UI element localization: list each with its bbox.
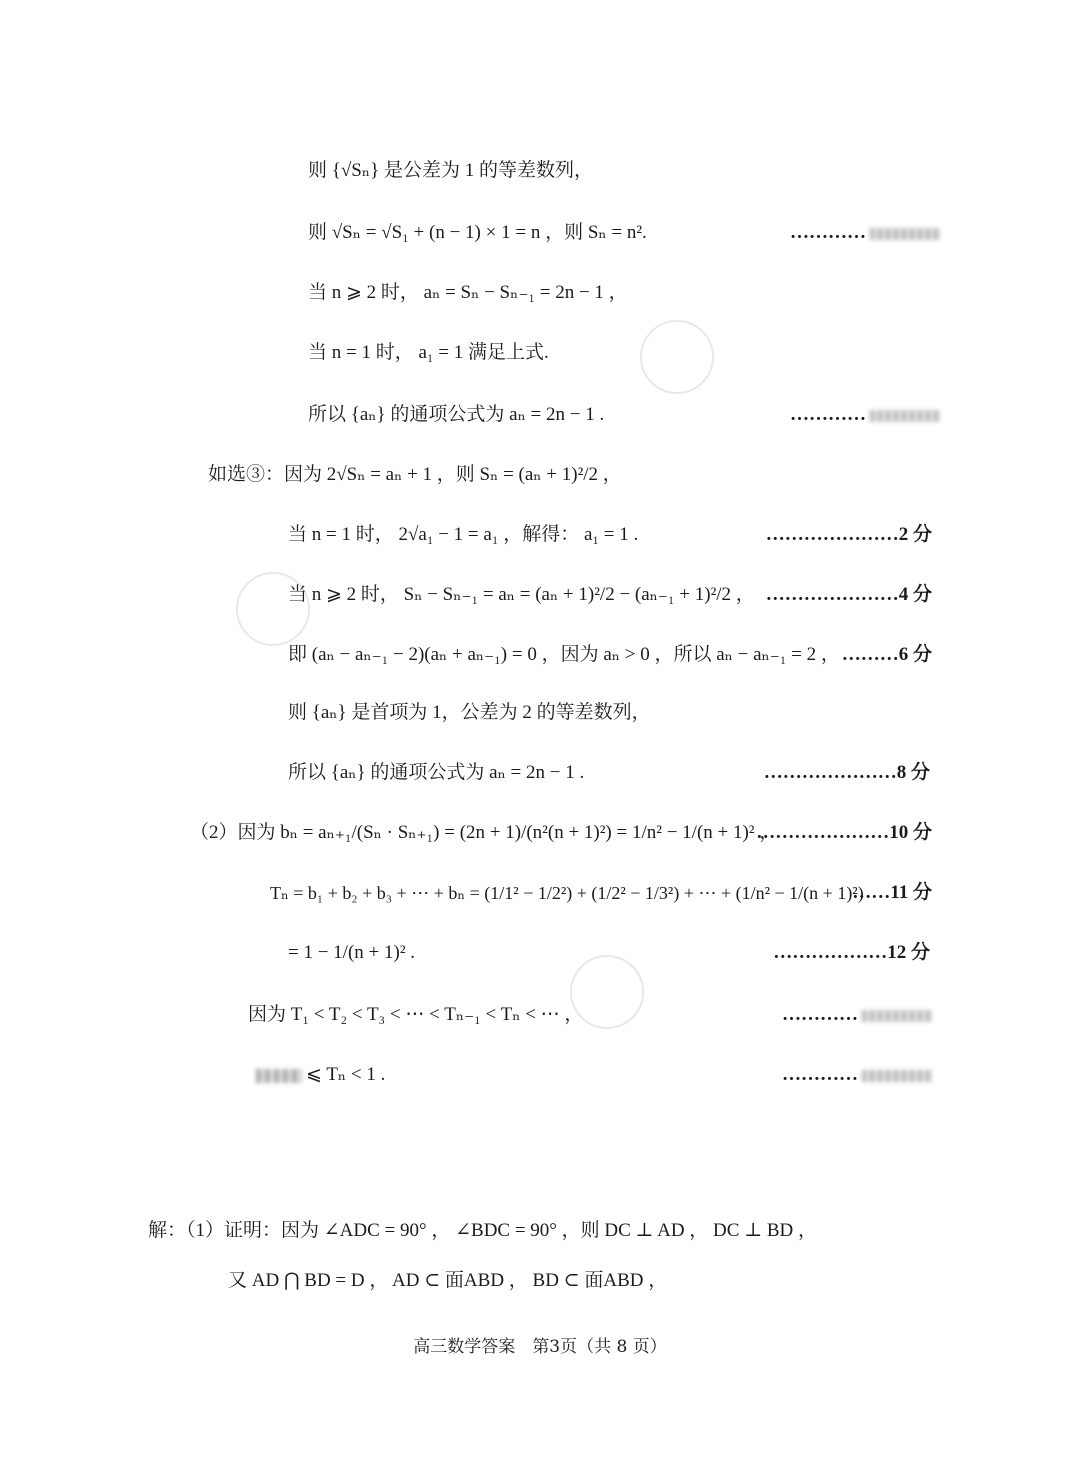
page-footer: 高三数学答案 第3页（共 8 页） [413,1337,667,1357]
solution-line-16 [256,1052,385,1098]
solution-line-12: （2）因为 bₙ = aₙ₊₁/(Sₙ · Sₙ₊₁) = (2n + 1)/(n²(n + 1)²) = 1/n² − 1/(n + 1)² ， [190,822,779,843]
score-mark-line-2 [760,210,940,256]
solution-line-13: Tₙ = b₁ + b₂ + b₃ + ⋯ + bₙ = (1/1² − 1/2²) + (1/2² − 1/3²) + ⋯ + (1/n² − 1/(n + 1)²) [270,883,864,903]
score-mark-line-13: ……11 分 [852,882,932,903]
solution-line-18: 又 AD ⋂ BD = D ， AD ⊂ 面ABD ， BD ⊂ 面ABD ， [228,1270,668,1291]
solution-line-11: 所以 {aₙ} 的通项公式为 aₙ = 2n − 1 . [288,762,585,783]
score-mark-line-16 [760,1052,932,1098]
score-dots: ………… [790,404,866,425]
blurred-score [862,1070,932,1082]
solution-line-15: 因为 T₁ < T₂ < T₃ < ⋯ < Tₙ₋₁ < Tₙ < ⋯ ， [248,1004,584,1025]
solution-line-4: 当 n = 1 时， a₁ = 1 满足上式. [308,342,549,363]
watermark-ring [640,320,714,394]
score-mark-line-12: …………………10 分 [756,822,932,843]
solution-line-1: 则 {√Sₙ} 是公差为 1 的等差数列， [308,160,593,181]
score-mark-line-9: ………6 分 [841,644,932,665]
inequality-text: ⩽ Tₙ < 1 . [306,1064,386,1085]
solution-line-2: 则 √Sₙ = √S₁ + (n − 1) × 1 = n ，则 Sₙ = n². [308,222,647,243]
score-dots: ………… [782,1064,858,1085]
score-mark-line-7: …………………2 分 [765,524,932,545]
solution-line-3: 当 n ⩾ 2 时， aₙ = Sₙ − Sₙ₋₁ = 2n − 1 ， [308,282,628,303]
score-mark-line-5 [760,392,940,438]
solution-line-8: 当 n ⩾ 2 时， Sₙ − Sₙ₋₁ = aₙ = (aₙ + 1)²/2 − (aₙ₋₁ + 1)²/2 ， [288,584,755,605]
solution-line-9: 即 (aₙ − aₙ₋₁ − 2)(aₙ + aₙ₋₁) = 0 ，因为 aₙ > 0 ，所以 aₙ − aₙ₋₁ = 2 ， [288,644,840,665]
solution-line-17: 解：（1）证明：因为 ∠ADC = 90° ， ∠BDC = 90° ，则 DC ⊥ AD ， DC ⊥ BD ， [148,1220,817,1241]
blurred-score [870,410,940,422]
score-mark-line-8: …………………4 分 [765,584,932,605]
score-mark-line-14: ………………12 分 [773,942,930,963]
score-dots: ………… [790,222,866,243]
solution-line-14: = 1 − 1/(n + 1)² . [288,942,416,963]
score-mark-line-15 [760,992,932,1038]
solution-line-10: 则 {aₙ} 是首项为 1，公差为 2 的等差数列， [288,702,651,723]
solution-line-6: 如选③：因为 2√Sₙ = aₙ + 1 ，则 Sₙ = (aₙ + 1)²/2 ， [208,464,622,485]
solution-line-5: 所以 {aₙ} 的通项公式为 aₙ = 2n − 1 . [308,404,605,425]
blurred-value [256,1069,302,1083]
blurred-score [862,1010,932,1022]
score-mark-line-11: …………………8 分 [763,762,930,783]
score-dots: ………… [782,1004,858,1025]
solution-line-7: 当 n = 1 时， 2√a₁ − 1 = a₁ ，解得： a₁ = 1 . [288,524,639,545]
blurred-score [870,228,940,240]
